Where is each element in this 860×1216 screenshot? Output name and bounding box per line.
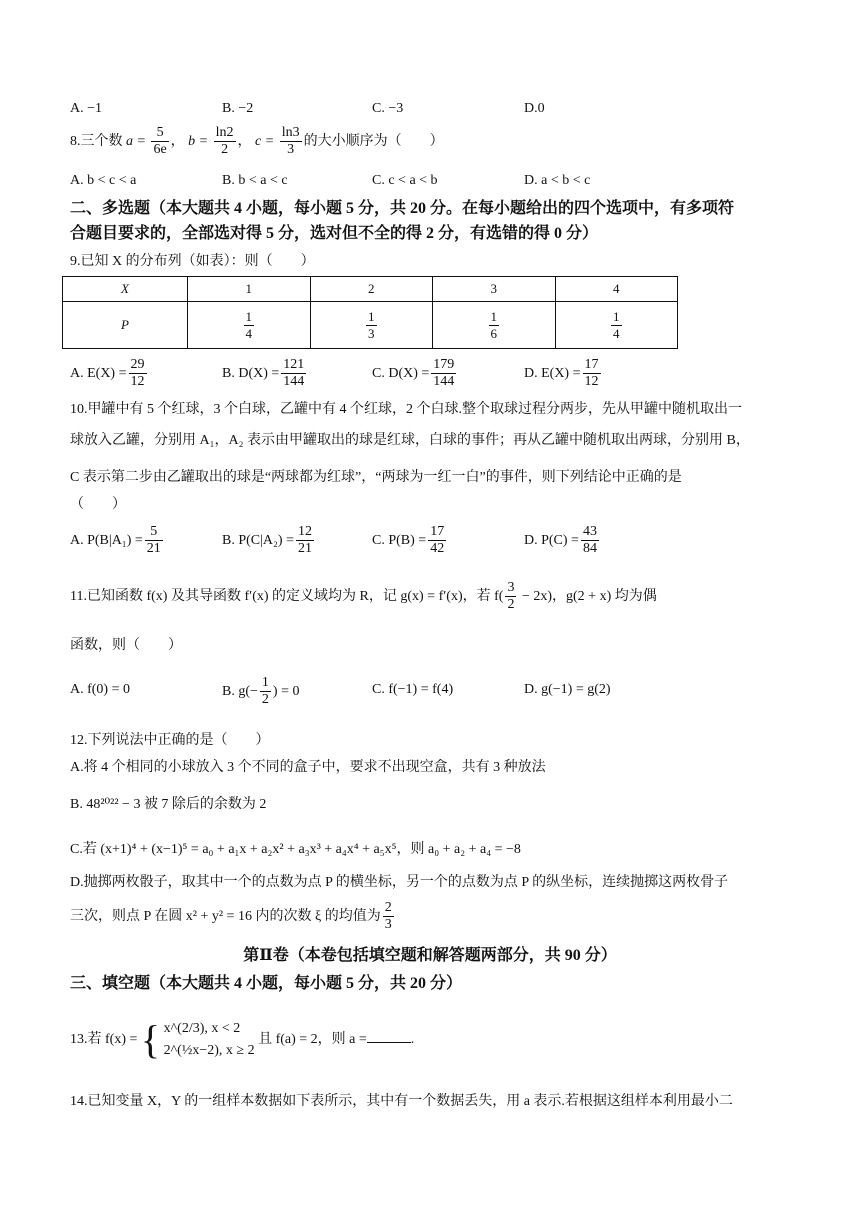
- section2-title-line1: 二、多选题（本大题共 4 小题，每小题 5 分，共 20 分。在每小题给出的四个选项中，有多项符: [70, 200, 735, 217]
- q7-option-a: A. −1: [70, 101, 103, 116]
- q11-option-d: D. g(−1) = g(2): [524, 682, 611, 697]
- q10-line4: （ ）: [70, 497, 126, 512]
- q8-option-c: C. c < a < b: [372, 173, 438, 188]
- q10-option-a: A. P(B|A₁) = $\frac{5}{21}$: [70, 524, 161, 557]
- table-cell: $\frac{1}{6}$: [433, 302, 556, 349]
- table-cell: $\frac{1}{3}$: [310, 302, 433, 349]
- q12-option-a: A.将 4 个相同的小球放入 3 个不同的盒子中，要求不出现空盒，共有 3 种放法: [70, 760, 546, 775]
- q12-option-b: B. 48²⁰²² − 3 被 7 除后的余数为 2: [70, 797, 267, 812]
- q7-option-b: B. −2: [222, 101, 254, 116]
- q10-option-c: C. P(B) = $\frac{17}{42}$: [372, 524, 445, 557]
- q8-option-b: B. b < a < c: [222, 173, 288, 188]
- brace-icon: {: [140, 1017, 161, 1062]
- table-cell: $\frac{1}{4}$: [188, 302, 311, 349]
- q10-line2: 球放入乙罐，分别用 A₁，A₂ 表示由甲罐取出的球是红球，白球的事件；再从乙罐中随机取出两球，分别用 B，: [70, 433, 750, 448]
- q10-option-b: B. P(C|A₂) = $\frac{12}{21}$: [222, 524, 312, 557]
- answer-blank: [367, 1028, 411, 1043]
- q8-stem: 8.三个数 a = $\frac{5}{6e}$ ， b = $\frac{\ln 2}{2}$ ， c = $\frac{\ln 3}{3}$ 的大小顺序为（ ）: [70, 125, 444, 158]
- table-header: X: [63, 277, 188, 302]
- table-header: 2: [310, 277, 433, 302]
- q11-line1: 11.已知函数 f(x) 及其导函数 f′(x) 的定义域均为 R，记 g(x) = f′(x)，若 f( $\frac{3}{2}$ − 2x)，g(2 + x) 均为偶: [70, 580, 657, 613]
- table-cell: $\frac{1}{4}$: [555, 302, 678, 349]
- q7-option-c: C. −3: [372, 101, 404, 116]
- q12-option-c: C.若 (x+1)⁴ + (x−1)⁵ = a₀ + a₁x + a₂x² + a₃x³ + a₄x⁴ + a₅x⁵，则 a₀ + a₂ + a₄ = −8: [70, 842, 521, 857]
- q7-option-d: D.0: [524, 101, 545, 116]
- table-header: 3: [433, 277, 556, 302]
- q10-line1: 10.甲罐中有 5 个红球，3 个白球，乙罐中有 4 个红球，2 个白球.整个取球过程分两步，先从甲罐中随机取出一: [70, 402, 742, 417]
- piecewise-cases: x^(2/3), x < 2 2^(½x−2), x ≥ 2: [163, 1021, 255, 1058]
- part2-title: 第Ⅱ卷（本卷包括填空题和解答题两部分，共 90 分）: [243, 947, 617, 964]
- table-header: 4: [555, 277, 678, 302]
- q11-option-b: B. g(− $\frac{1}{2}$ ) = 0: [222, 675, 300, 708]
- q10-option-d: D. P(C) = $\frac{43}{84}$: [524, 524, 597, 557]
- q10-line3: C 表示第二步由乙罐取出的球是“两球都为红球”，“两球为一红一白”的事件，则下列结论中正确的是: [70, 470, 682, 485]
- q12-option-d-line2: 三次，则点 P 在圆 x² + y² = 16 内的次数 ξ 的均值为 $\frac{2}{3}$: [70, 900, 392, 933]
- q12-stem: 12.下列说法中正确的是（ ）: [70, 733, 270, 748]
- q8-option-d: D. a < b < c: [524, 173, 591, 188]
- table-row-label: P: [63, 302, 188, 349]
- q9-option-c: C. D(X) = $\frac{179}{144}$: [372, 357, 455, 390]
- distribution-table: [62, 276, 678, 349]
- q12-option-d-line1: D.抛掷两枚骰子，取其中一个的点数为点 P 的横坐标，另一个的点数为点 P 的纵坐标，连续抛掷这两枚骨子: [70, 875, 729, 890]
- q9-option-b: B. D(X) = $\frac{121}{144}$: [222, 357, 305, 390]
- q13-stem: 13.若 f(x) = { x^(2/3), x < 2 2^(½x−2), x ≥ 2 且 f(a) = 2，则 a = .: [70, 1017, 415, 1062]
- q11-option-c: C. f(−1) = f(4): [372, 682, 454, 697]
- q11-option-a: A. f(0) = 0: [70, 682, 130, 697]
- table-header: 1: [188, 277, 311, 302]
- section3-title: 三、填空题（本大题共 4 小题，每小题 5 分，共 20 分）: [70, 975, 463, 992]
- q9-option-d: D. E(X) = $\frac{17}{12}$: [524, 357, 599, 390]
- q9-stem: 9.已知 X 的分布列（如表）：则（ ）: [70, 254, 315, 269]
- q11-line2: 函数，则（ ）: [70, 638, 182, 653]
- section2-title-line2: 合题目要求的，全部选对得 5 分，选对但不全的得 2 分，有选错的得 0 分）: [70, 225, 599, 242]
- q8-option-a: A. b < c < a: [70, 173, 137, 188]
- q9-option-a: A. E(X) = $\frac{29}{12}$: [70, 357, 145, 390]
- q14-stem: 14.已知变量 X，Y 的一组样本数据如下表所示，其中有一个数据丢失，用 a 表示.若根据这组样本利用最小二: [70, 1094, 733, 1109]
